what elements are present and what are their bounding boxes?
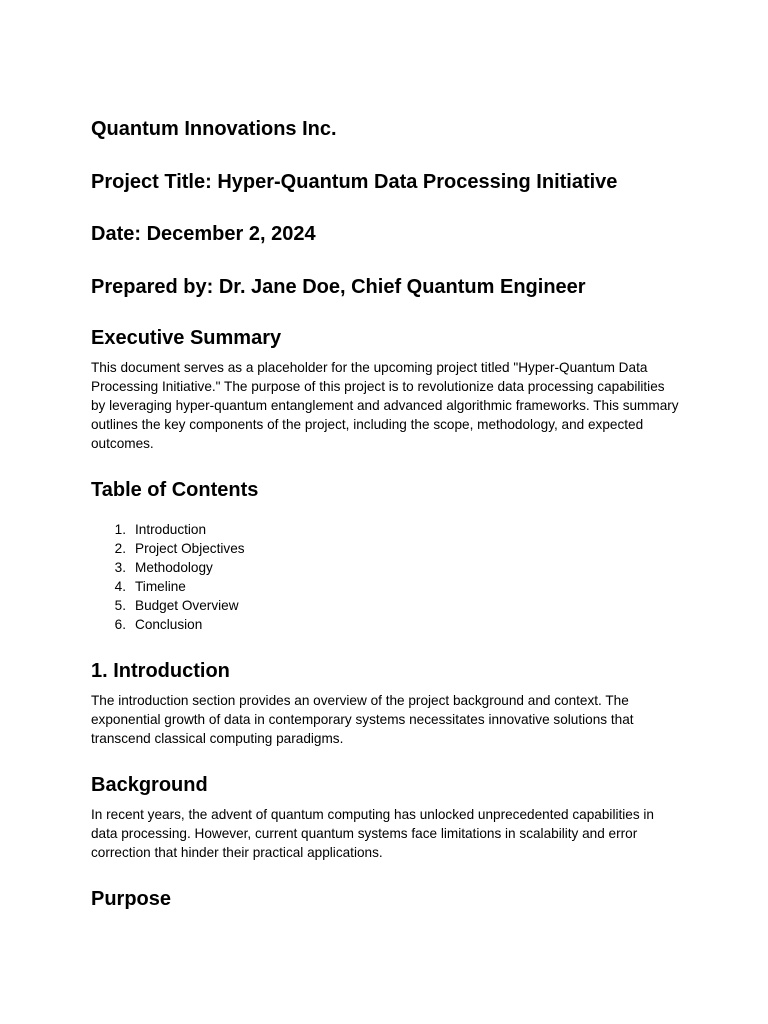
toc-item-label: Conclusion (135, 617, 203, 632)
prepared-by: Prepared by: Dr. Jane Doe, Chief Quantum Engineer (91, 276, 586, 298)
purpose-heading: Purpose (91, 888, 172, 910)
toc-list (91, 520, 245, 634)
toc-item (91, 596, 245, 615)
company-name: Quantum Innovations Inc. (91, 118, 337, 140)
background-heading: Background (91, 774, 208, 796)
toc-item (91, 539, 245, 558)
document-date: Date: December 2, 2024 (91, 223, 316, 245)
executive-summary-heading: Executive Summary (91, 327, 282, 349)
executive-summary-text: This document serves as a placeholder for the upcoming project titled "Hyper-Quantum Data Processing Initiative." The purpose of this project is to revolutionize data processing capabilities by leveraging hyper-quantum entanglement and advanced algorithmic frameworks. This summary outlines the key components of the project, including the scope, methodology, and expected outcomes. (91, 360, 679, 451)
toc-item-number: 2. (114, 541, 126, 556)
project-title: Project Title: Hyper-Quantum Data Processing Initiative (91, 171, 618, 193)
toc-item-number: 3. (114, 560, 126, 575)
toc-item-number: 1. (114, 522, 126, 537)
toc-item (91, 577, 245, 596)
toc-item-number: 6. (114, 617, 126, 632)
toc-item (91, 520, 245, 539)
toc-item-label: Project Objectives (135, 541, 245, 556)
toc-heading: Table of Contents (91, 479, 259, 501)
toc-item (91, 558, 245, 577)
introduction-heading: 1. Introduction (91, 660, 230, 682)
toc-item (91, 615, 245, 634)
background-text: In recent years, the advent of quantum computing has unlocked unprecedented capabilities in data processing. However, current quantum systems face limitations in scalability and error correction that hinder their practical applications. (91, 807, 654, 860)
toc-item-number: 5. (114, 598, 126, 613)
toc-item-label: Budget Overview (135, 598, 239, 613)
toc-item-number: 4. (114, 579, 126, 594)
toc-item-label: Methodology (135, 560, 213, 575)
introduction-text: The introduction section provides an overview of the project background and context. The exponential growth of data in contemporary systems necessitates innovative solutions that transcend classical computing paradigms. (91, 693, 634, 746)
toc-item-label: Timeline (135, 579, 186, 594)
toc-item-label: Introduction (135, 522, 207, 537)
